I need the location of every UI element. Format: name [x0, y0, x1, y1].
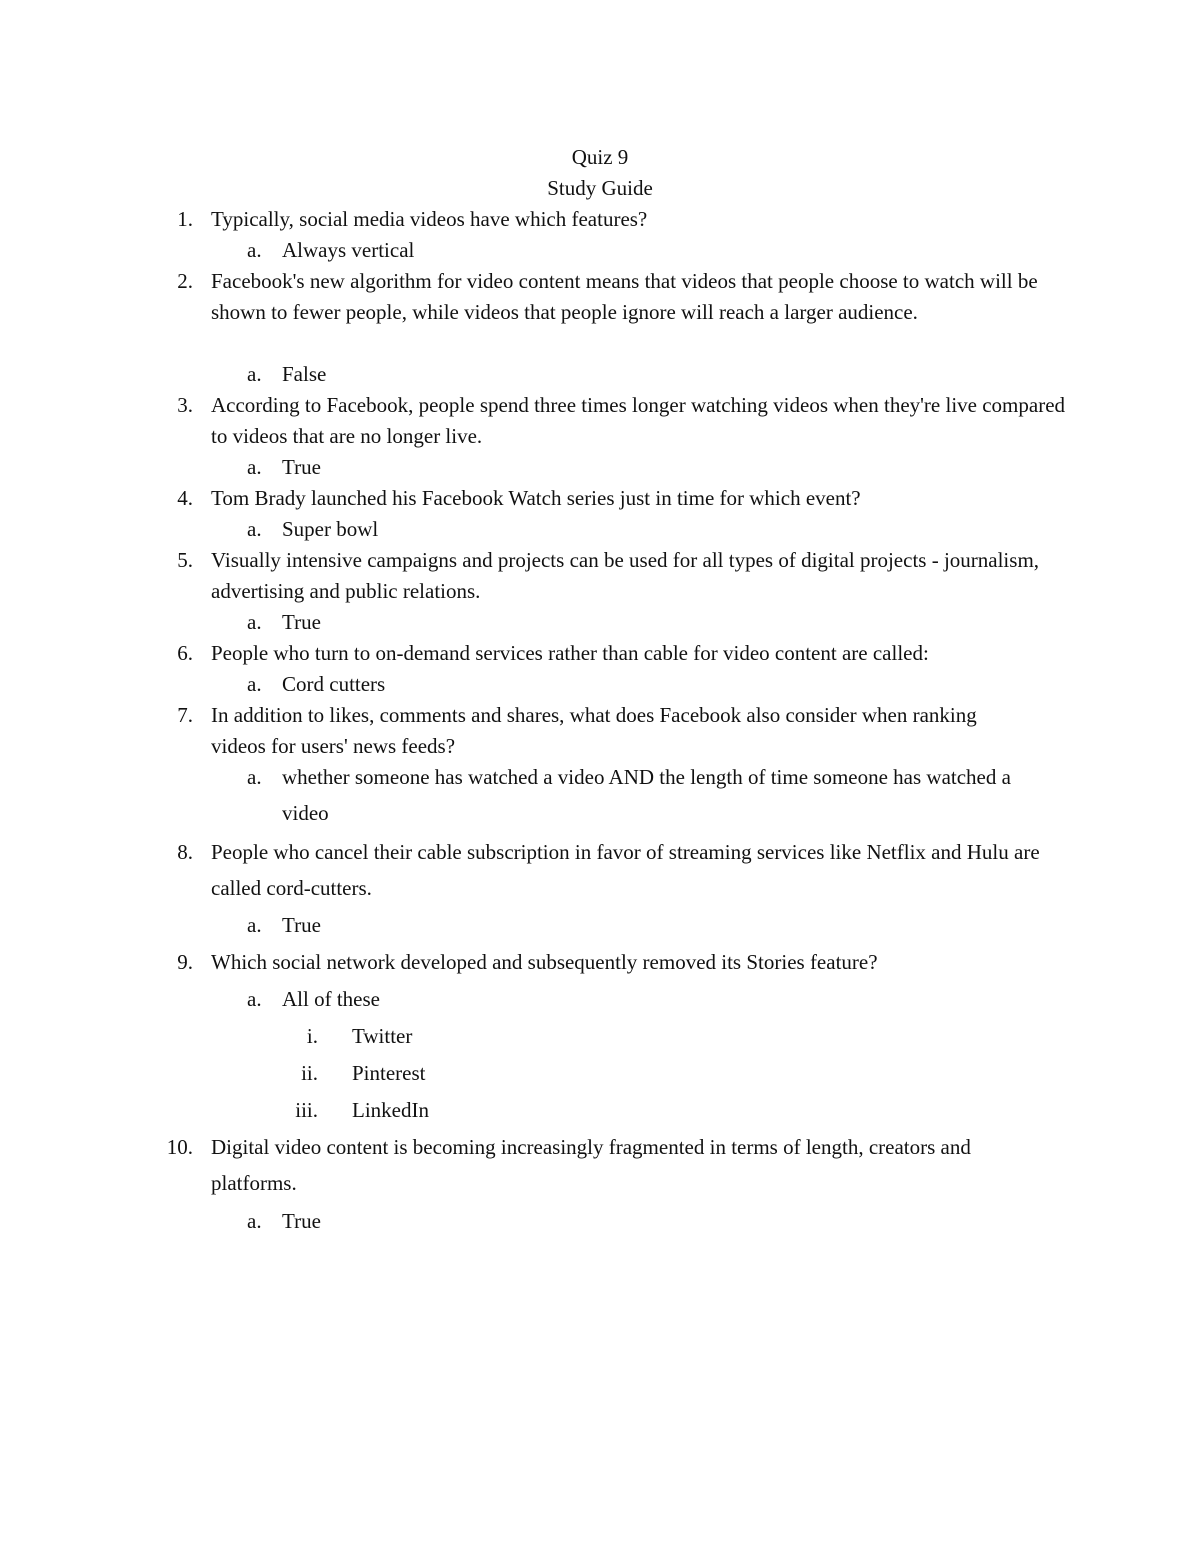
answer-letter: a. [247, 765, 262, 789]
answer-letter: a. [247, 987, 262, 1011]
page-subtitle: Study Guide [547, 176, 653, 200]
answer-letter: a. [247, 455, 262, 479]
question-number: 8. [177, 840, 193, 864]
question-text: Typically, social media videos have which features? [211, 207, 648, 231]
question-text: Visually intensive campaigns and projects can be used for all types of digital projects - journalism, advertising and public relations. [211, 548, 1040, 603]
question-number: 9. [177, 950, 193, 974]
page-title: Quiz 9 [571, 145, 629, 169]
question-text: Facebook's new algorithm for video content means that videos that people choose to watch will be shown to fewer people, while videos that people ignore will reach a larger audience. [211, 269, 1038, 324]
question-number: 6. [177, 641, 193, 665]
sub-item-text: Twitter [352, 1024, 413, 1048]
question-text: According to Facebook, people spend three times longer watching videos when they're live compared to videos that are no longer live. [211, 393, 1066, 448]
answer-text: False [282, 362, 327, 386]
answer-text: All of these [282, 987, 380, 1011]
question-number: 3. [177, 393, 193, 417]
answer-text: True [282, 913, 321, 937]
answer-letter: a. [247, 913, 262, 937]
question-number: 4. [177, 486, 193, 510]
sub-item-numeral: i. [306, 1024, 318, 1048]
sub-item-text: LinkedIn [352, 1098, 429, 1122]
answer-text: Cord cutters [282, 672, 386, 696]
answer-letter: a. [247, 238, 262, 262]
answer-text: Super bowl [282, 517, 379, 541]
question-text: People who cancel their cable subscription in favor of streaming services like Netflix and Hulu are called cord-cutters. [211, 840, 1040, 900]
question-number: 1. [177, 207, 193, 231]
sub-item-numeral: ii. [301, 1061, 318, 1085]
sub-item-numeral: iii. [295, 1098, 318, 1122]
answer-text: True [282, 1209, 321, 1233]
question-number: 5. [177, 548, 193, 572]
question-text: Tom Brady launched his Facebook Watch series just in time for which event? [211, 486, 861, 510]
question-text: Digital video content is becoming increasingly fragmented in terms of length, creators and platforms. [211, 1135, 971, 1195]
sub-item-text: Pinterest [352, 1061, 426, 1085]
answer-letter: a. [247, 517, 262, 541]
question-text: People who turn to on-demand services rather than cable for video content are called: [211, 641, 929, 665]
question-number: 7. [177, 703, 193, 727]
question-text: In addition to likes, comments and shares, what does Facebook also consider when ranking videos for users' news feeds? [211, 703, 977, 758]
answer-text: True [282, 610, 321, 634]
answer-letter: a. [247, 672, 262, 696]
answer-letter: a. [247, 610, 262, 634]
answer-text: Always vertical [282, 238, 415, 262]
answer-letter: a. [247, 362, 262, 386]
answer-text: whether someone has watched a video AND the length of time someone has watched a video [282, 765, 1011, 825]
question-number: 2. [177, 269, 193, 293]
question-text: Which social network developed and subsequently removed its Stories feature? [211, 950, 878, 974]
question-number: 10. [166, 1135, 193, 1159]
answer-text: True [282, 455, 321, 479]
answer-letter: a. [247, 1209, 262, 1233]
